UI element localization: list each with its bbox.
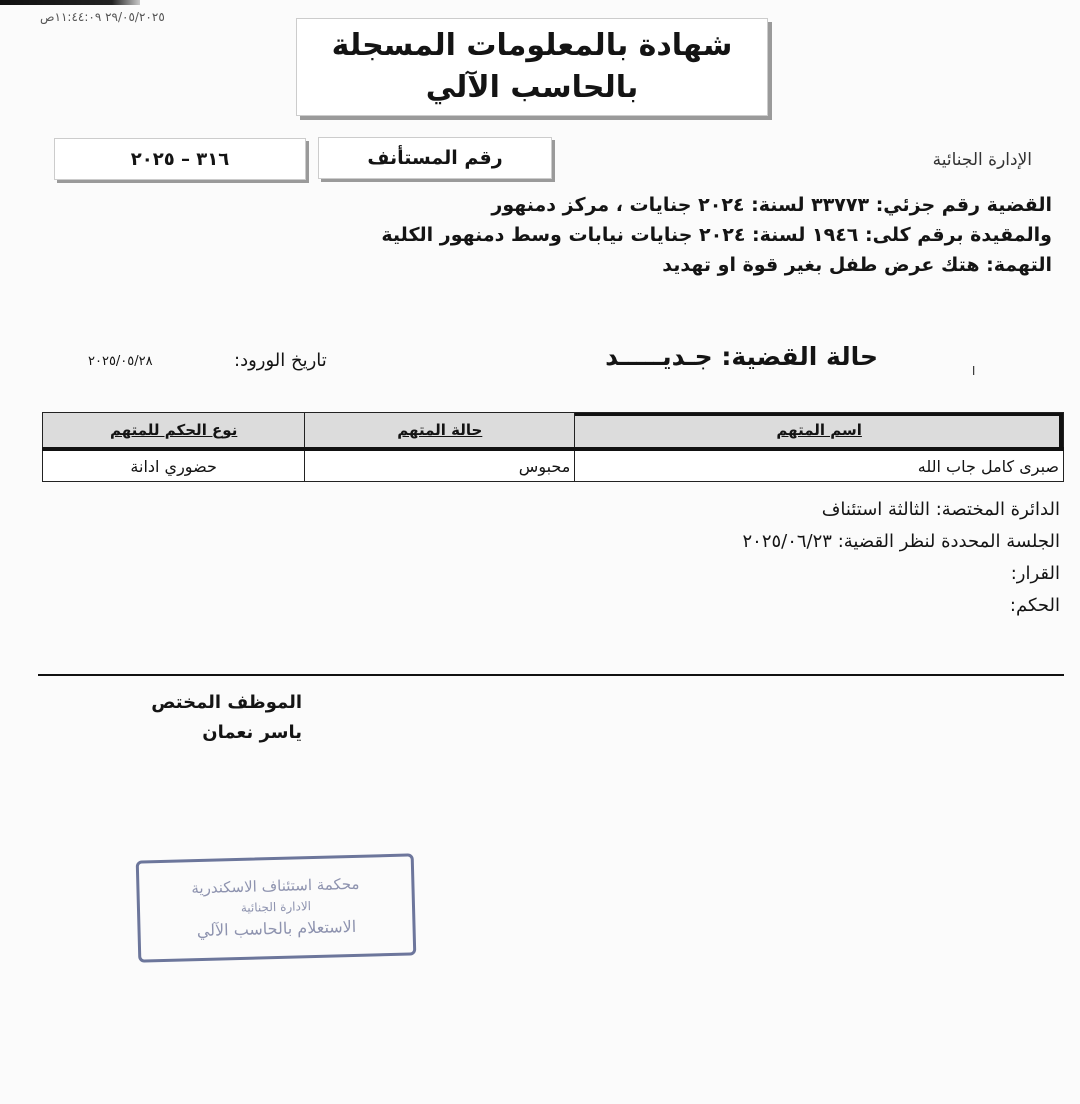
stamp-line1: محكمة استئناف الاسكندرية (191, 874, 360, 898)
scheduled-session: الجلسة المحددة لنظر القضية: ٢٠٢٥/٠٦/٢٣ (742, 531, 1060, 552)
document-title-line2: بالحاسب الآلي (425, 70, 639, 105)
header-accused-name: اسم المتهم (575, 413, 1064, 450)
decision-field: القرار: (1010, 563, 1060, 584)
print-timestamp: ٢٩/٠٥/٢٠٢٥ ١١:٤٤:٠٩ص (40, 10, 165, 24)
case-partial-number: القضية رقم جزئي: ٣٣٧٧٣ لسنة: ٢٠٢٤ جنايات ، مركز دمنهور (491, 194, 1052, 216)
arrival-date-value: ٢٠٢٥/٠٥/٢٨ (88, 354, 153, 369)
accused-status: محبوس (305, 449, 575, 482)
verdict-field: الحكم: (1009, 595, 1060, 616)
document-title-box (296, 18, 768, 116)
employee-title: الموظف المختص (151, 692, 302, 713)
case-charge: التهمة: هتك عرض طفل بغير قوة او تهديد (662, 254, 1052, 276)
accused-table (42, 412, 1064, 482)
case-info (272, 190, 1052, 280)
status-mark: ا (972, 364, 976, 378)
department-label: الإدارة الجنائية (932, 150, 1032, 170)
verdict-type: حضوري ادانة (43, 449, 305, 482)
stamp-line3: الاستعلام بالحاسب الآلي (196, 916, 357, 941)
employee-name: ياسر نعمان (202, 722, 302, 743)
arrival-date-label: تاريخ الورود: (234, 350, 327, 371)
case-total-number: والمقيدة برقم كلى: ١٩٤٦ لسنة: ٢٠٢٤ جنايات نيابات وسط دمنهور الكلية (381, 224, 1052, 246)
appeal-number-label: رقم المستأنف (318, 137, 552, 179)
competent-circuit: الدائرة المختصة: الثالثة استئناف (821, 499, 1060, 520)
table-row (43, 449, 1064, 482)
header-verdict-type: نوع الحكم للمتهم (43, 413, 305, 450)
accused-table-header (43, 413, 1064, 450)
employee-signature (110, 688, 302, 748)
divider-line (38, 674, 1064, 676)
case-details (460, 494, 1060, 622)
scan-edge-shadow (0, 0, 140, 5)
stamp-line2: الادارة الجنائية (240, 899, 312, 915)
document-title-line1: شهادة بالمعلومات المسجلة (331, 28, 733, 63)
accused-name: صبرى كامل جاب الله (575, 449, 1064, 482)
case-status: حالة القضية: جـديـــــد (605, 342, 878, 371)
header-accused-status: حالة المتهم (305, 413, 575, 450)
appeal-number-value: ٣١٦ – ٢٠٢٥ (54, 138, 306, 180)
official-stamp (136, 853, 417, 962)
